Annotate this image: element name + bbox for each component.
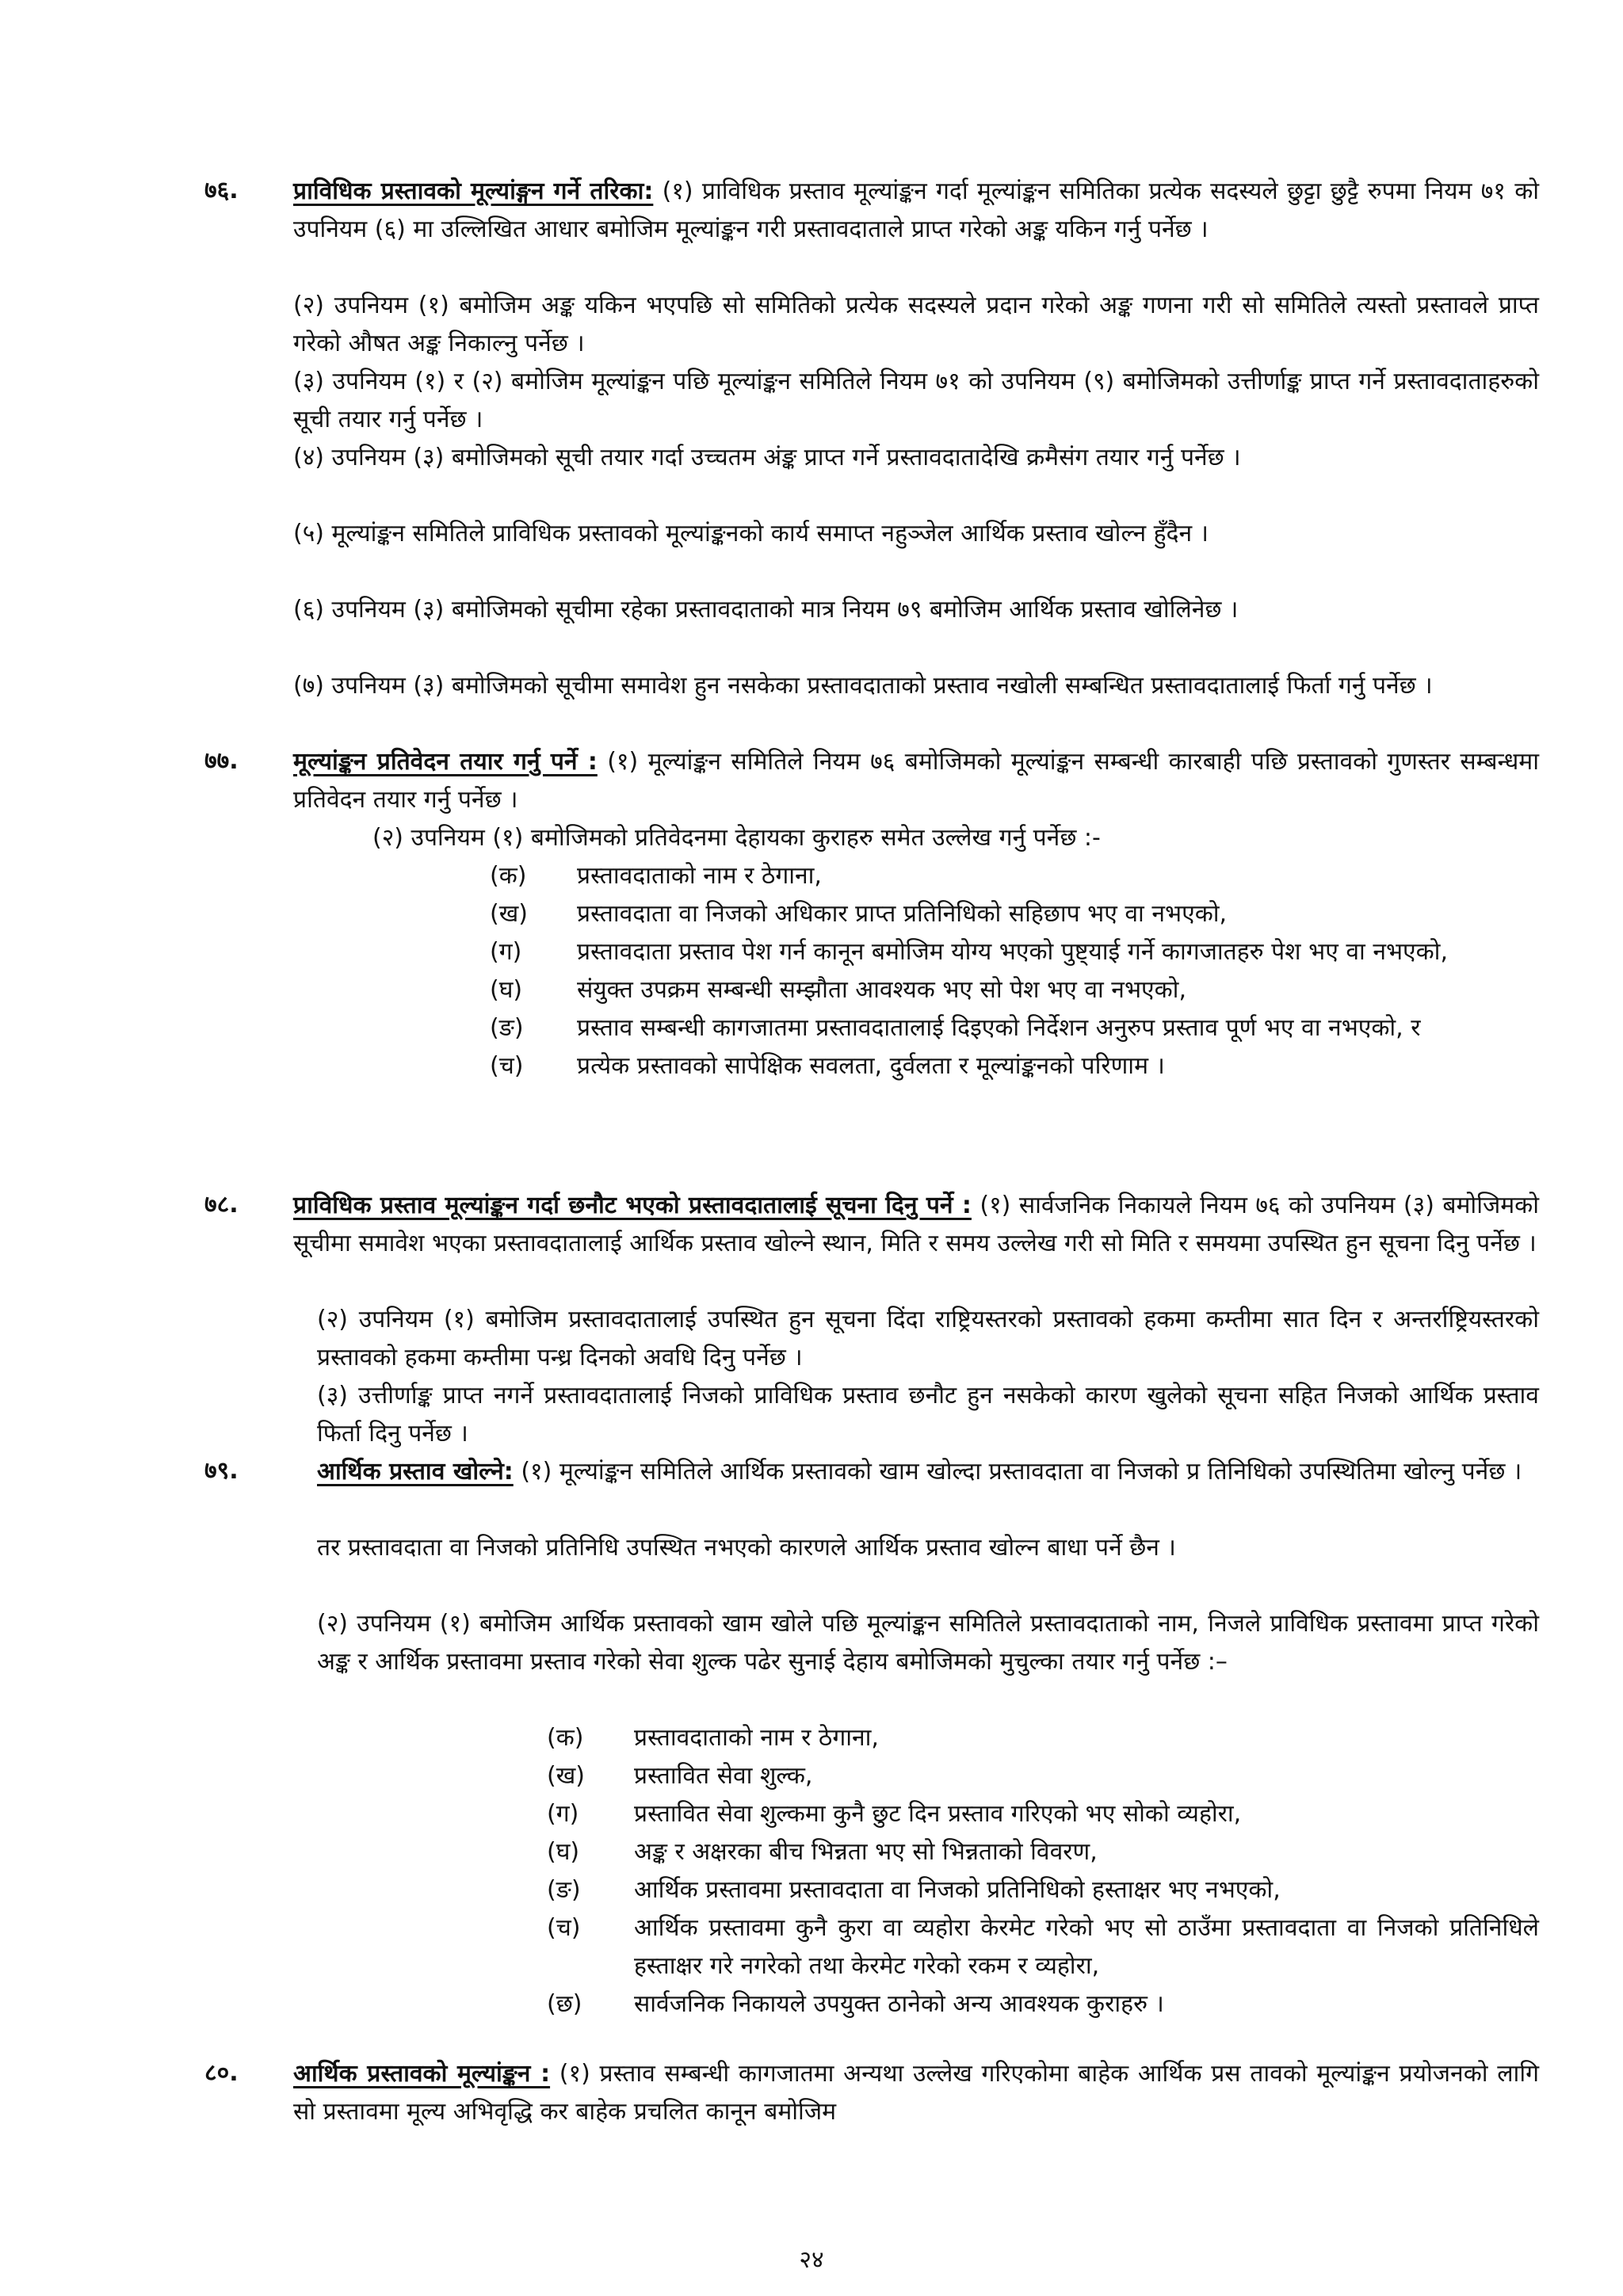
rule-number: ७८.: [204, 1191, 239, 1219]
item-list: [490, 857, 1539, 1085]
paragraph: (२) उपनियम (१) बमोजिम आर्थिक प्रस्तावको खाम खोले पछि मूल्यांङ्कन समितिले प्रस्तावदाताको नाम, निजले प्राविधिक प्रस्तावमा प्राप्त गरेको अङ्क र आर्थिक प्रस्तावमा प्रस्ताव गरेको सेवा शुल्क पढेर सुनाई देहाय बमोजिमको मुचुल्का तयार गर्नु पर्नेछ :–: [317, 1610, 1539, 1676]
list-item: [547, 1719, 1539, 1757]
rule-78: [204, 1187, 1539, 1263]
item-list: [547, 1719, 1539, 2023]
rule-number: ७७.: [204, 747, 239, 775]
rule-number: ७६.: [204, 177, 239, 204]
rule-body: [293, 2055, 1539, 2131]
rule-heading: मूल्यांङ्कन प्रतिवेदन तयार गर्नु पर्ने :: [293, 748, 598, 776]
item-label: (घ): [490, 976, 523, 1004]
paragraph: (१) मूल्यांङ्कन समितिले आर्थिक प्रस्तावको खाम खोल्दा प्रस्तावदाता वा निजको प्र तिनिधिको उपस्थितिमा खोल्नु पर्नेछ ।: [513, 1458, 1522, 1486]
paragraph: (७) उपनियम (३) बमोजिमको सूचीमा समावेश हुन नसकेका प्रस्तावदाताको प्रस्ताव नखोली सम्बन्धित प्रस्तावदातालाई फिर्ता गर्नु पर्नेछ ।: [293, 672, 1433, 700]
list-item: [490, 857, 1539, 895]
list-item: [547, 1833, 1539, 1871]
item-text: प्रस्तावित सेवा शुल्क,: [634, 1762, 813, 1790]
rule-body: [293, 743, 1539, 819]
item-label: (ङ): [490, 1014, 524, 1042]
list-item: [547, 1909, 1539, 1985]
item-text: प्रत्येक प्रस्तावको सापेक्षिक सवलता, दुर्वलता र मूल्यांङ्कनको परिणाम ।: [577, 1052, 1165, 1080]
item-text: आर्थिक प्रस्तावमा कुनै कुरा वा व्यहोरा केरमेट गरेको भए सो ठाउँमा प्रस्तावदाता वा निजको प्रतिनिधिले हस्ताक्षर गरे नगरेको तथा केरमेट गरेको रकम र व्यहोरा,: [634, 1914, 1539, 1980]
rule-body: [293, 1187, 1539, 1263]
list-item: [490, 1009, 1539, 1047]
item-label: (ग): [490, 938, 522, 966]
item-label: (छ): [547, 1990, 582, 2018]
item-label: (घ): [547, 1838, 580, 1866]
list-item: [547, 1985, 1539, 2023]
rule-76: [204, 173, 1539, 249]
list-item: [547, 1795, 1539, 1833]
paragraph: (२) उपनियम (१) बमोजिमको प्रतिवेदनमा देहायका कुराहरु समेत उल्लेख गर्नु पर्नेछ :-: [372, 824, 1101, 852]
rule-heading: आर्थिक प्रस्ताव खोल्ने:: [317, 1458, 514, 1486]
item-text: प्रस्तावदाताको नाम र ठेगाना,: [634, 1724, 879, 1752]
paragraph: (३) उत्तीर्णाङ्क प्राप्त नगर्ने प्रस्तावदातालाई निजको प्राविधिक प्रस्ताव छनौट हुन नसकेको कारण खुलेको सूचना सहित निजको आर्थिक प्रस्ताव फिर्ता दिनु पर्नेछ ।: [317, 1382, 1539, 1447]
rule-80: [204, 2055, 1539, 2131]
item-text: आर्थिक प्रस्तावमा प्रस्तावदाता वा निजको प्रतिनिधिको हस्ताक्षर भए नभएको,: [634, 1876, 1281, 1904]
paragraph: तर प्रस्तावदाता वा निजको प्रतिनिधि उपस्थित नभएको कारणले आर्थिक प्रस्ताव खोल्न बाधा पर्ने छैन ।: [317, 1534, 1176, 1562]
list-item: [490, 971, 1539, 1009]
paragraph: (६) उपनियम (३) बमोजिमको सूचीमा रहेका प्रस्तावदाताको मात्र नियम ७९ बमोजिम आर्थिक प्रस्ताव खोलिनेछ ।: [293, 596, 1239, 624]
item-text: प्रस्ताव सम्बन्धी कागजातमा प्रस्तावदातालाई दिइएको निर्देशन अनुरुप प्रस्ताव पूर्ण भए वा नभएको, र: [577, 1014, 1421, 1042]
paragraph: (१) मूल्यांङ्कन समितिले नियम ७६ बमोजिमको मूल्यांङ्कन सम्बन्धी कारबाही पछि प्रस्तावको गुणस्तर सम्बन्धमा प्रतिवेदन तयार गर्नु पर्नेछ ।: [293, 748, 1539, 814]
item-text: प्रस्तावित सेवा शुल्कमा कुनै छुट दिन प्रस्ताव गरिएको भए सोको व्यहोरा,: [634, 1800, 1242, 1828]
item-text: संयुक्त उपक्रम सम्बन्धी सम्झौता आवश्यक भए सो पेश भए वा नभएको,: [577, 976, 1186, 1004]
paragraph: (१) प्रस्ताव सम्बन्धी कागजातमा अन्यथा उल्लेख गरिएकोमा बाहेक आर्थिक प्रस तावको मूल्यांङ्कन प्रयोजनको लागि सो प्रस्तावमा मूल्य अभिवृद्धि कर बाहेक प्रचलित कानून बमोजिम: [293, 2060, 1539, 2126]
paragraph: (३) उपनियम (१) र (२) बमोजिम मूल्यांङ्कन पछि मूल्यांङ्कन समितिले नियम ७१ को उपनियम (९) बमोजिमको उत्तीर्णाङ्क प्राप्त गर्ने प्रस्तावदाताहरुको सूची तयार गर्नु पर्नेछ ।: [293, 368, 1539, 433]
item-text: सार्वजनिक निकायले उपयुक्त ठानेको अन्य आवश्यक कुराहरु ।: [634, 1990, 1164, 2018]
page-number: २४: [799, 2246, 824, 2274]
paragraph: (१) सार्वजनिक निकायले नियम ७६ को उपनियम (३) बमोजिमको सूचीमा समावेश भएका प्रस्तावदातालाई आर्थिक प्रस्ताव खोल्ने स्थान, मिति र समय उल्लेख गरी सो मिति र समयमा उपस्थित हुन सूचना दिनु पर्नेछ ।: [293, 1192, 1539, 1257]
rule-heading: आर्थिक प्रस्तावको मूल्यांङ्कन :: [293, 2060, 551, 2088]
item-label: (ख): [547, 1762, 585, 1790]
item-text: अङ्क र अक्षरका बीच भिन्नता भए सो भिन्नताको विवरण,: [634, 1838, 1098, 1866]
item-label: (ख): [490, 900, 528, 928]
list-item: [490, 1047, 1539, 1085]
list-item: [547, 1757, 1539, 1795]
paragraph: (२) उपनियम (१) बमोजिम प्रस्तावदातालाई उपस्थित हुन सूचना दिंदा राष्ट्रियस्तरको प्रस्तावको हकमा कम्तीमा सात दिन र अन्तर्राष्ट्रियस्तरको प्रस्तावको हकमा कम्तीमा पन्ध्र दिनको अवधि दिनु पर्नेछ ।: [317, 1306, 1539, 1371]
rule-number: ८०.: [204, 2059, 239, 2087]
item-label: (ग): [547, 1800, 579, 1828]
rule-79: [204, 1453, 1539, 1491]
item-text: प्रस्तावदाताको नाम र ठेगाना,: [577, 862, 822, 890]
rule-number: ७९.: [204, 1457, 239, 1485]
paragraph: (४) उपनियम (३) बमोजिमको सूची तयार गर्दा उच्चतम अंङ्क प्राप्त गर्ने प्रस्तावदातादेखि क्रमैसंग तयार गर्नु पर्नेछ ।: [293, 444, 1241, 471]
item-label: (च): [490, 1052, 524, 1080]
paragraph: (१) प्राविधिक प्रस्ताव मूल्यांङ्कन गर्दा मूल्यांङ्कन समितिका प्रत्येक सदस्यले छुट्टा छुट्टै रुपमा नियम ७१ को उपनियम (६) मा उल्लिखित आधार बमोजिम मूल्यांङ्कन गरी प्रस्तावदाताले प्राप्त गरेको अङ्क यकिन गर्नु पर्नेछ ।: [293, 177, 1539, 243]
item-text: प्रस्तावदाता वा निजको अधिकार प्राप्त प्रतिनिधिको सहिछाप भए वा नभएको,: [577, 900, 1228, 928]
paragraph: (२) उपनियम (१) बमोजिम अङ्क यकिन भएपछि सो समितिको प्रत्येक सदस्यले प्रदान गरेको अङ्क गणना गरी सो समितिले त्यस्तो प्रस्तावले प्राप्त गरेको औषत अङ्क निकाल्नु पर्नेछ ।: [293, 292, 1539, 357]
rule-body: [293, 173, 1539, 249]
paragraph: (५) मूल्यांङ्कन समितिले प्राविधिक प्रस्तावको मूल्यांङ्कनको कार्य समाप्त नहुञ्जेल आर्थिक प्रस्ताव खोल्न हुँदैन ।: [293, 520, 1209, 547]
item-label: (क): [490, 862, 527, 890]
rule-heading: प्राविधिक प्रस्ताव मूल्यांङ्कन गर्दा छनौट भएको प्रस्तावदातालाई सूचना दिनु पर्ने :: [293, 1192, 972, 1219]
item-label: (क): [547, 1724, 584, 1752]
list-item: [547, 1871, 1539, 1909]
list-item: [490, 933, 1539, 971]
rule-heading: प्राविधिक प्रस्तावको मूल्यांङ्गन गर्ने तरिका:: [293, 177, 654, 205]
item-label: (च): [547, 1914, 581, 1942]
rule-body: [317, 1453, 1539, 1491]
list-item: [490, 895, 1539, 933]
rule-77: [204, 743, 1539, 819]
item-text: प्रस्तावदाता प्रस्ताव पेश गर्न कानून बमोजिम योग्य भएको पुष्ट्याई गर्ने कागजातहरु पेश भए वा नभएको,: [577, 938, 1448, 966]
item-label: (ङ): [547, 1876, 581, 1904]
